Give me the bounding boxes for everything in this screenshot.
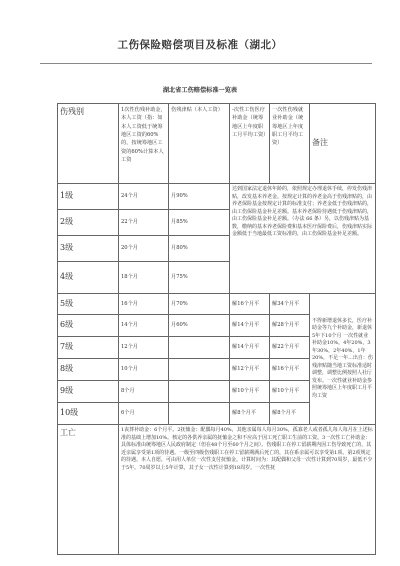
allowance-cell <box>169 337 230 359</box>
death-label: 工亡 <box>58 425 119 555</box>
allowance-cell: 月75% <box>169 262 230 294</box>
employment-cell: 解10个月平 <box>270 381 310 403</box>
lump-sum-cell: 6个月 <box>119 403 169 425</box>
grade-cell: 8级 <box>58 359 119 381</box>
header-row <box>58 104 376 184</box>
employment-cell: 解8个月平 <box>270 403 310 425</box>
lump-sum-cell: 24个月 <box>119 184 169 210</box>
table-row <box>58 184 376 210</box>
allowance-cell <box>169 403 230 425</box>
compensation-table <box>57 103 376 555</box>
header-notes: 备注 <box>310 104 376 184</box>
header-employment: 一次性伤残就业补助金（统筹地区上年度职工月平均工资） <box>270 104 310 184</box>
grade-cell: 5级 <box>58 294 119 315</box>
medical-cell: 解8个月平 <box>230 403 270 425</box>
lump-sum-cell: 16个月 <box>119 294 169 315</box>
grade-cell: 3级 <box>58 236 119 262</box>
header-grade: 伤残别 <box>58 104 119 184</box>
table-row <box>58 294 376 315</box>
grade-cell: 10级 <box>58 403 119 425</box>
lump-sum-cell: 12个月 <box>119 337 169 359</box>
header-lump-sum: 1次性伤残补助金，本人工资（指：如本人工资低于统筹地区工资的60%的，按统筹地区工资的60%计算本人工资 <box>119 104 169 184</box>
grade-cell: 1级 <box>58 184 119 210</box>
death-row <box>58 425 376 555</box>
grade-cell: 6级 <box>58 315 119 337</box>
employment-cell: 解34个月平 <box>270 294 310 315</box>
allowance-cell: 月90% <box>169 184 230 210</box>
allowance-cell <box>169 359 230 381</box>
grade-cell: 2级 <box>58 210 119 236</box>
upper-note-cell: 达到国家法定退休年龄的，依照规定办理退休手续，停发伤残津贴，改发基本养老金。按规定计算的养老金高于伤残津贴的，由养老保险基金按规定计算的标准支付；养老金低于伤残津贴的，由工伤保险基金补足差额。基本养老保险待遇低于伤残津贴的，由工伤保险基金补足差额。（办法 66 条）另，以伤残津贴为基数，缴纳的基本养老保险费和基本医疗保险费后，伤残津贴实际金额低于当地最低工资标准的，由工伤保险基金补足差额。 <box>230 184 376 294</box>
allowance-cell: 月80% <box>169 236 230 262</box>
table-title: 湖北省工伤赔偿标准一览表 <box>162 87 238 94</box>
header-allowance: 伤残津贴（本人工资） <box>169 104 230 184</box>
lower-note-cell: 不得新增退休多长，医疗补助金等九个补助金，新退休5年下10个月 一次性就业补助金10%，4年20%，3年30%，2年40%，1年20%，不足一年...出自：伤残津贴随当地工资标准适时调整，调整比例按照人社厅发布。一次性就业补助金参照统筹地区上年度职工月平均工资 <box>310 294 376 425</box>
death-text: 1丧葬补助金：6个月平。2抚恤金：配偶每月40%，其他亲属每人每月30%，孤寡老人或者孤儿每人每月在上述标准的基础上增加10%。核定的各供养亲属的抚恤金之和不应高于因工死亡职工生前的工资。3一次性工亡补助金：具体标准由统筹地区人民政府制定（但在48个月至60个月之间）。伤残职工在停工留薪期内因工伤导致死亡的，其近亲属享受第1项的待遇。一级至四级伤残职工在停工留薪期满后死亡的，其在系亲属可以享受第1项、第2项规定的待遇。本人自愿，可由用人单位一次性支付抚恤金。计算时间为：其配偶和父母一次性计算到70周岁，最低不少于5年。70周岁以上5年计算，其子女一次性计算到18周岁。一次性抚 <box>119 425 376 555</box>
lump-sum-cell: 22个月 <box>119 210 169 236</box>
medical-cell: 解16个月平 <box>230 294 270 315</box>
allowance-cell: 月70% <box>169 294 230 315</box>
medical-cell: 解14个月平 <box>230 315 270 337</box>
lump-sum-cell: 14个月 <box>119 315 169 337</box>
medical-cell: 解10个月平 <box>230 381 270 403</box>
lump-sum-cell: 18个月 <box>119 262 169 294</box>
employment-cell: 解28个月平 <box>270 315 310 337</box>
medical-cell: 解14个月平 <box>230 337 270 359</box>
lump-sum-cell: 20个月 <box>119 236 169 262</box>
header-medical: -次性工伤医疗补助金（统筹地区上年度职工月平均工资） <box>230 104 270 184</box>
title-divider <box>40 63 372 64</box>
lump-sum-cell: 10个月 <box>119 359 169 381</box>
allowance-cell <box>169 381 230 403</box>
allowance-cell: 月60% <box>169 315 230 337</box>
document-title: 工伤保险赔偿项目及标准（湖北） <box>117 39 283 51</box>
employment-cell: 解16个月平 <box>270 359 310 381</box>
grade-cell: 9级 <box>58 381 119 403</box>
grade-cell: 4级 <box>58 262 119 294</box>
grade-cell: 7级 <box>58 337 119 359</box>
employment-cell: 解22个月平 <box>270 337 310 359</box>
lump-sum-cell: 8个月 <box>119 381 169 403</box>
medical-cell: 解12个月平 <box>230 359 270 381</box>
allowance-cell: 月85% <box>169 210 230 236</box>
